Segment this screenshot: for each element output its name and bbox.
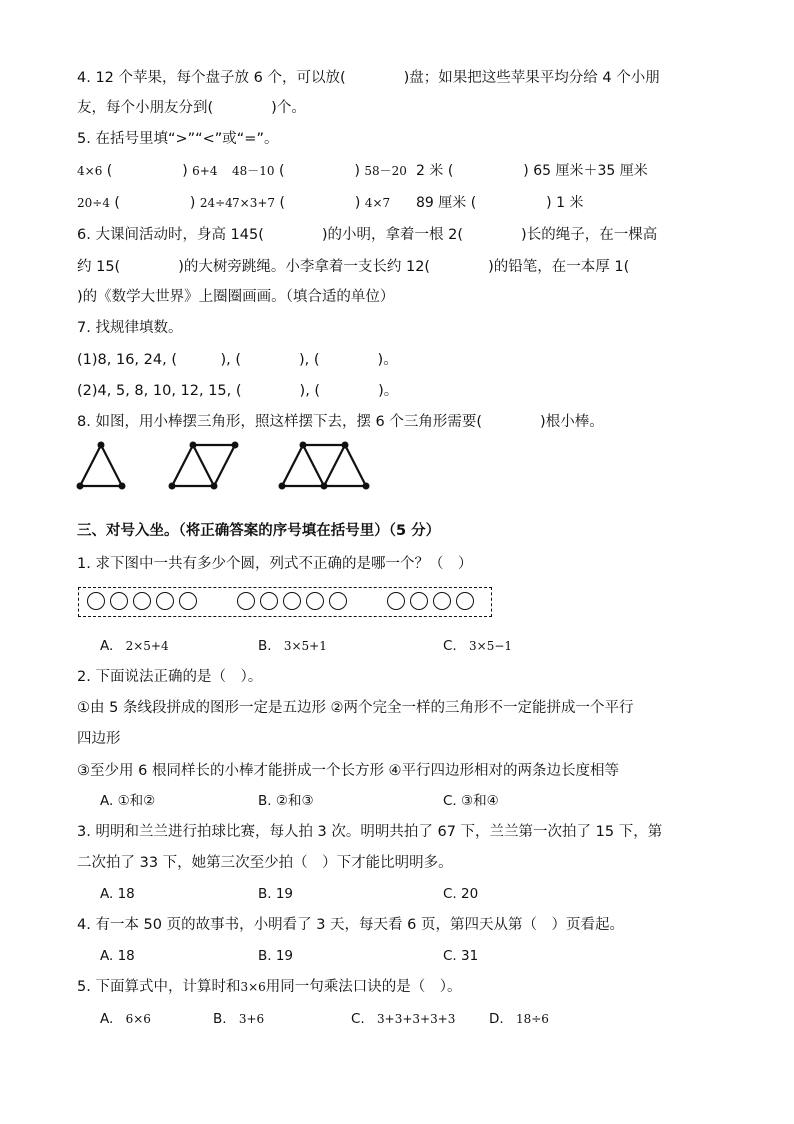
- s3-q5-opt-c[interactable]: [351, 1009, 455, 1029]
- q5-r1a-right: 6+4: [192, 164, 218, 178]
- opt-expr: 3×5−1: [469, 639, 513, 653]
- circle-shape: [237, 592, 255, 610]
- q8-triangle-figures: [0, 440, 794, 500]
- q5-r1c-blank[interactable]: ( ): [447, 163, 529, 179]
- circle-shape: [110, 592, 128, 610]
- q7-seq2: (2)4, 5, 8, 10, 12, 15, ( ), ( )。: [77, 383, 399, 399]
- q5-row2-c: [416, 193, 583, 213]
- s3-q4: 4. 有一本 50 页的故事书，小明看了 3 天，每天看 6 页，第四天从第（ ）页看起。: [77, 917, 624, 933]
- s3-q2-line2: 四边形: [77, 731, 121, 747]
- opt-label: A.: [100, 638, 114, 654]
- s3-q5-opt-b[interactable]: [213, 1009, 264, 1029]
- s3-q4-opt-a[interactable]: A. 18: [100, 948, 135, 964]
- s3-q5-part-a: 5. 下面算式中，计算时和: [77, 979, 241, 995]
- q5-row1-c: [416, 161, 648, 181]
- s3-q2-opt-a[interactable]: A. ①和②: [100, 793, 156, 809]
- s3-q3-line1: 3. 明明和兰兰进行拍球比赛，每人拍 3 次。明明共拍了 67 下，兰兰第一次拍了 15 下，第: [77, 824, 663, 840]
- s3-q2-line1: ①由 5 条线段拼成的图形一定是五边形 ②两个完全一样的三角形不一定能拼成一个平行: [77, 700, 634, 716]
- s3-q5-expr: 3×6: [240, 980, 266, 994]
- q6-line3: )的《数学大世界》上圈圈画画。（填合适的单位）: [77, 289, 395, 305]
- q7-title: 7. 找规律填数。: [77, 320, 183, 336]
- q5-r1a-left: 4×6: [77, 164, 103, 178]
- q5-r2b-left: 7×3+7: [232, 196, 276, 210]
- q5-r2c-right: 1 米: [556, 195, 584, 211]
- opt-label: D.: [489, 1011, 504, 1027]
- s3-q2-line3: ③至少用 6 根同样长的小棒才能拼成一个长方形 ④平行四边形相对的两条边长度相等: [77, 763, 620, 779]
- q5-r2b-right: 4×7: [364, 196, 391, 210]
- opt-expr: 3+6: [238, 1012, 265, 1026]
- s3-q5-part-b: 用同一句乘法口诀的是（ ）。: [265, 979, 462, 995]
- opt-label: C.: [443, 638, 457, 654]
- opt-label: C.: [351, 1011, 365, 1027]
- opt-expr: 3×5+1: [283, 639, 327, 653]
- q5-r2a-blank[interactable]: ( ): [114, 195, 196, 211]
- section-3-title: 三、对号入坐。（将正确答案的序号填在括号里）（5 分）: [77, 523, 441, 539]
- s3-q2-opt-b[interactable]: B. ②和③: [258, 793, 314, 809]
- s3-q5-opt-a[interactable]: [100, 1009, 151, 1029]
- q5-r1a-blank[interactable]: ( ): [106, 163, 188, 179]
- circle-shape: [133, 592, 151, 610]
- opt-label: B.: [213, 1011, 227, 1027]
- s3-q3-opt-c[interactable]: C. 20: [443, 886, 479, 902]
- q4-line2: 友，每个小朋友分到( )个。: [77, 100, 306, 116]
- circle-shape: [329, 592, 347, 610]
- s3-q4-opt-c[interactable]: C. 31: [443, 948, 479, 964]
- s3-q3-opt-a[interactable]: A. 18: [100, 886, 135, 902]
- s3-q1-opt-b[interactable]: [258, 636, 327, 656]
- s3-q5: [77, 977, 462, 997]
- figure-1-triangle: [80, 445, 122, 486]
- q5-r1c-left: 2 米: [416, 163, 444, 179]
- q5-r2c-left: 89 厘米: [416, 195, 467, 211]
- s3-q1: 1. 求下图中一共有多少个圆，列式不正确的是哪一个？（ ）: [77, 556, 473, 572]
- circle-shape: [156, 592, 174, 610]
- q4-line1: 4. 12 个苹果，每个盘子放 6 个，可以放( )盘；如果把这些苹果平均分给 4 个小朋: [77, 70, 660, 86]
- q6-line2: 约 15( )的大树旁跳绳。小李拿着一支长约 12( )的铅笔，在一本厚 1(: [77, 259, 630, 275]
- circle-shape: [306, 592, 324, 610]
- opt-expr: 2×5+4: [125, 639, 169, 653]
- circle-shape: [410, 592, 428, 610]
- q5-r2a-right: 24÷4: [199, 196, 233, 210]
- circle-shape: [387, 592, 405, 610]
- q5-r1b-left: 48－10: [232, 164, 275, 178]
- circle-shape: [433, 592, 451, 610]
- s3-q2-opt-c[interactable]: C. ③和④: [443, 793, 499, 809]
- q5-r2b-blank[interactable]: ( ): [279, 195, 361, 211]
- opt-label: A.: [100, 1011, 114, 1027]
- q5-r2a-left: 20÷4: [77, 196, 110, 210]
- q5-title: 5. 在括号里填“>”“<”或“=”。: [77, 131, 279, 147]
- circle-shape: [179, 592, 197, 610]
- q5-r1b-right: 58－20: [364, 164, 407, 178]
- figure-2-triangles: [172, 445, 235, 486]
- opt-expr: 18÷6: [515, 1012, 549, 1026]
- s3-q3-line2: 二次拍了 33 下，她第三次至少拍（ ）下才能比明明多。: [77, 855, 453, 871]
- s3-q3-opt-b[interactable]: B. 19: [258, 886, 294, 902]
- q5-row2: [77, 193, 233, 213]
- q5-r1b-blank[interactable]: ( ): [279, 163, 360, 179]
- s3-q4-opt-b[interactable]: B. 19: [258, 948, 294, 964]
- figure-3-triangles: [282, 445, 366, 486]
- opt-expr: 3+3+3+3+3: [377, 1012, 456, 1026]
- q5-row1-b: [232, 161, 407, 181]
- q7-seq1: (1)8, 16, 24, ( ), ( ), ( )。: [77, 352, 398, 368]
- s3-q2: 2. 下面说法正确的是（ ）。: [77, 669, 263, 685]
- q5-r1c-right: 65 厘米＋35 厘米: [533, 163, 648, 179]
- q8-text: 8. 如图，用小棒摆三角形，照这样摆下去，摆 6 个三角形需要( )根小棒。: [77, 414, 604, 430]
- s3-q5-opt-d[interactable]: [489, 1009, 549, 1029]
- s3-q1-opt-a[interactable]: [100, 636, 169, 656]
- circle-shape: [260, 592, 278, 610]
- q5-row1: [77, 161, 218, 181]
- s3-q1-opt-c[interactable]: [443, 636, 512, 656]
- q6-line1: 6. 大课间活动时，身高 145( )的小明，拿着一根 2( )长的绳子，在一棵高: [77, 227, 658, 243]
- circle-shape: [456, 592, 474, 610]
- circle-shape: [283, 592, 301, 610]
- q5-row2-b: [232, 193, 390, 213]
- opt-label: B.: [258, 638, 272, 654]
- q5-r2c-blank[interactable]: ( ): [470, 195, 552, 211]
- circle-shape: [87, 592, 105, 610]
- opt-expr: 6×6: [125, 1012, 151, 1026]
